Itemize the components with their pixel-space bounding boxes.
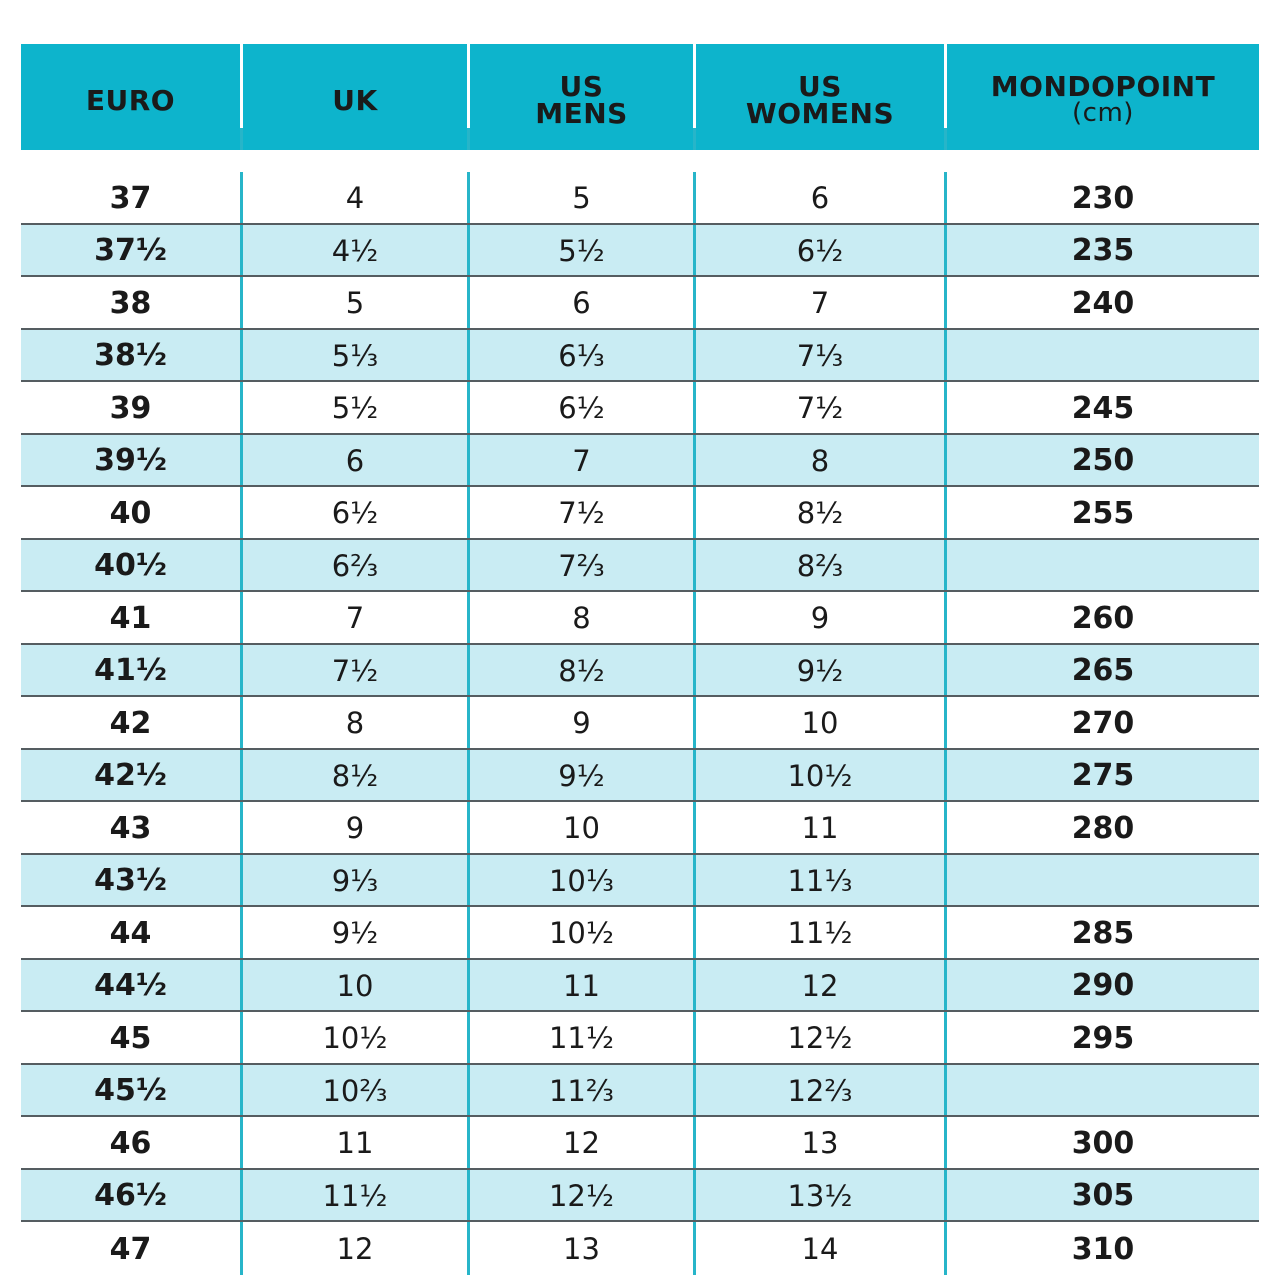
- table-row: [21, 277, 1259, 330]
- cell-us-womens: 9½: [693, 645, 944, 696]
- table-row: [21, 330, 1259, 383]
- header-mondopoint-label: MONDOPOINT: [990, 70, 1216, 103]
- table-row: [21, 592, 1259, 645]
- cell-uk: 8½: [240, 750, 467, 801]
- cell-us-mens: 5½: [467, 225, 693, 276]
- cell-euro: 39: [109, 390, 152, 426]
- cell-uk: 11½: [240, 1170, 467, 1221]
- cell-us-mens: 5: [467, 172, 693, 223]
- cell-mondopoint: 245: [944, 382, 1259, 433]
- cell-us-womens: 11⅓: [693, 855, 944, 906]
- cell-us-womens: 11½: [693, 907, 944, 958]
- cell-us-womens: 10: [693, 697, 944, 748]
- cell-euro: 46: [109, 1125, 152, 1161]
- cell-euro: 45: [109, 1020, 152, 1056]
- cell-us-mens: 12: [467, 1117, 693, 1168]
- cell-us-womens: 12½: [693, 1012, 944, 1063]
- cell-euro: 41½: [94, 653, 167, 689]
- cell-us-mens: 13: [467, 1222, 693, 1275]
- cell-uk: 10⅔: [240, 1065, 467, 1116]
- cell-euro: 43: [109, 810, 152, 846]
- cell-euro: 44½: [94, 968, 167, 1004]
- header-us-womens: US WOMENS: [693, 44, 944, 150]
- column-divider: [693, 128, 696, 150]
- cell-euro: 40½: [94, 548, 167, 584]
- table-row: [21, 1222, 1259, 1275]
- cell-us-womens: 7: [693, 277, 944, 328]
- cell-us-mens: 7½: [467, 487, 693, 538]
- cell-us-mens: 7⅔: [467, 540, 693, 591]
- cell-us-womens: 7⅓: [693, 330, 944, 381]
- cell-us-womens: 11: [693, 802, 944, 853]
- cell-us-womens: 8½: [693, 487, 944, 538]
- cell-uk: 6: [240, 435, 467, 486]
- cell-us-womens: 13: [693, 1117, 944, 1168]
- size-chart: [21, 44, 1259, 1275]
- cell-us-womens: 8: [693, 435, 944, 486]
- cell-us-mens: 9½: [467, 750, 693, 801]
- cell-mondopoint: 280: [944, 802, 1259, 853]
- cell-euro: 44: [109, 915, 152, 951]
- table-row: [21, 960, 1259, 1013]
- header-mondopoint-unit: (cm): [1072, 98, 1134, 128]
- cell-mondopoint: 310: [944, 1222, 1259, 1275]
- cell-uk: 7½: [240, 645, 467, 696]
- cell-us-womens: 13½: [693, 1170, 944, 1221]
- cell-mondopoint: 230: [944, 172, 1259, 223]
- cell-mondopoint: [944, 855, 1259, 906]
- cell-us-mens: 6: [467, 277, 693, 328]
- cell-euro: 47: [109, 1231, 152, 1267]
- table-row: [21, 1117, 1259, 1170]
- cell-euro: 45½: [94, 1073, 167, 1109]
- cell-euro: 43½: [94, 863, 167, 899]
- table-row: [21, 750, 1259, 803]
- header-gap: [21, 150, 1259, 172]
- cell-us-mens: 11½: [467, 1012, 693, 1063]
- table-row: [21, 1012, 1259, 1065]
- cell-us-mens: 8: [467, 592, 693, 643]
- cell-us-mens: 10⅓: [467, 855, 693, 906]
- cell-euro: 38: [109, 285, 152, 321]
- cell-us-mens: 8½: [467, 645, 693, 696]
- cell-euro: 42½: [94, 758, 167, 794]
- column-divider: [467, 128, 470, 150]
- cell-mondopoint: 300: [944, 1117, 1259, 1168]
- cell-euro: 38½: [94, 338, 167, 374]
- table-row: [21, 697, 1259, 750]
- cell-uk: 12: [240, 1222, 467, 1275]
- cell-mondopoint: 295: [944, 1012, 1259, 1063]
- cell-uk: 4½: [240, 225, 467, 276]
- cell-us-mens: 9: [467, 697, 693, 748]
- cell-uk: 10½: [240, 1012, 467, 1063]
- table-row: [21, 1170, 1259, 1223]
- header-uk: UK: [240, 44, 467, 150]
- cell-euro: 39½: [94, 443, 167, 479]
- table-row: [21, 540, 1259, 593]
- cell-mondopoint: 240: [944, 277, 1259, 328]
- cell-us-womens: 9: [693, 592, 944, 643]
- cell-us-womens: 12⅔: [693, 1065, 944, 1116]
- cell-euro: 42: [109, 705, 152, 741]
- cell-us-womens: 12: [693, 960, 944, 1011]
- header-mondopoint: [944, 44, 1259, 150]
- table-row: [21, 172, 1259, 225]
- size-chart-header: [21, 44, 1259, 150]
- cell-uk: 6⅔: [240, 540, 467, 591]
- table-row: [21, 802, 1259, 855]
- cell-mondopoint: 265: [944, 645, 1259, 696]
- cell-us-mens: 11⅔: [467, 1065, 693, 1116]
- cell-us-mens: 10½: [467, 907, 693, 958]
- table-row: [21, 907, 1259, 960]
- cell-uk: 9⅓: [240, 855, 467, 906]
- cell-us-mens: 10: [467, 802, 693, 853]
- cell-uk: 5: [240, 277, 467, 328]
- cell-uk: 10: [240, 960, 467, 1011]
- cell-mondopoint: [944, 540, 1259, 591]
- cell-uk: 5½: [240, 382, 467, 433]
- cell-mondopoint: 285: [944, 907, 1259, 958]
- cell-us-womens: 6½: [693, 225, 944, 276]
- cell-mondopoint: 305: [944, 1170, 1259, 1221]
- table-row: [21, 382, 1259, 435]
- cell-us-womens: 7½: [693, 382, 944, 433]
- cell-uk: 4: [240, 172, 467, 223]
- cell-us-mens: 7: [467, 435, 693, 486]
- cell-uk: 5⅓: [240, 330, 467, 381]
- table-row: [21, 855, 1259, 908]
- cell-mondopoint: [944, 1065, 1259, 1116]
- cell-mondopoint: 235: [944, 225, 1259, 276]
- cell-uk: 7: [240, 592, 467, 643]
- cell-mondopoint: 270: [944, 697, 1259, 748]
- column-divider: [240, 128, 243, 150]
- table-row: [21, 645, 1259, 698]
- cell-us-mens: 12½: [467, 1170, 693, 1221]
- cell-euro: 40: [109, 495, 152, 531]
- table-row: [21, 487, 1259, 540]
- size-chart-body: [21, 172, 1259, 1275]
- cell-uk: 9: [240, 802, 467, 853]
- header-us-mens: US MENS: [467, 44, 693, 150]
- cell-mondopoint: 275: [944, 750, 1259, 801]
- cell-euro: 41: [109, 600, 152, 636]
- cell-us-womens: 6: [693, 172, 944, 223]
- cell-uk: 8: [240, 697, 467, 748]
- cell-euro: 37: [109, 180, 152, 216]
- cell-uk: 11: [240, 1117, 467, 1168]
- cell-mondopoint: [944, 330, 1259, 381]
- cell-mondopoint: 250: [944, 435, 1259, 486]
- table-row: [21, 1065, 1259, 1118]
- cell-mondopoint: 290: [944, 960, 1259, 1011]
- cell-uk: 6½: [240, 487, 467, 538]
- cell-us-womens: 8⅔: [693, 540, 944, 591]
- cell-us-mens: 6⅓: [467, 330, 693, 381]
- cell-uk: 9½: [240, 907, 467, 958]
- cell-mondopoint: 255: [944, 487, 1259, 538]
- header-euro: EURO: [85, 83, 176, 117]
- table-row: [21, 225, 1259, 278]
- table-row: [21, 435, 1259, 488]
- cell-mondopoint: 260: [944, 592, 1259, 643]
- cell-us-womens: 14: [693, 1222, 944, 1275]
- cell-us-mens: 11: [467, 960, 693, 1011]
- column-divider: [944, 128, 947, 150]
- cell-us-mens: 6½: [467, 382, 693, 433]
- cell-euro: 37½: [94, 233, 167, 269]
- cell-us-womens: 10½: [693, 750, 944, 801]
- cell-euro: 46½: [94, 1178, 167, 1214]
